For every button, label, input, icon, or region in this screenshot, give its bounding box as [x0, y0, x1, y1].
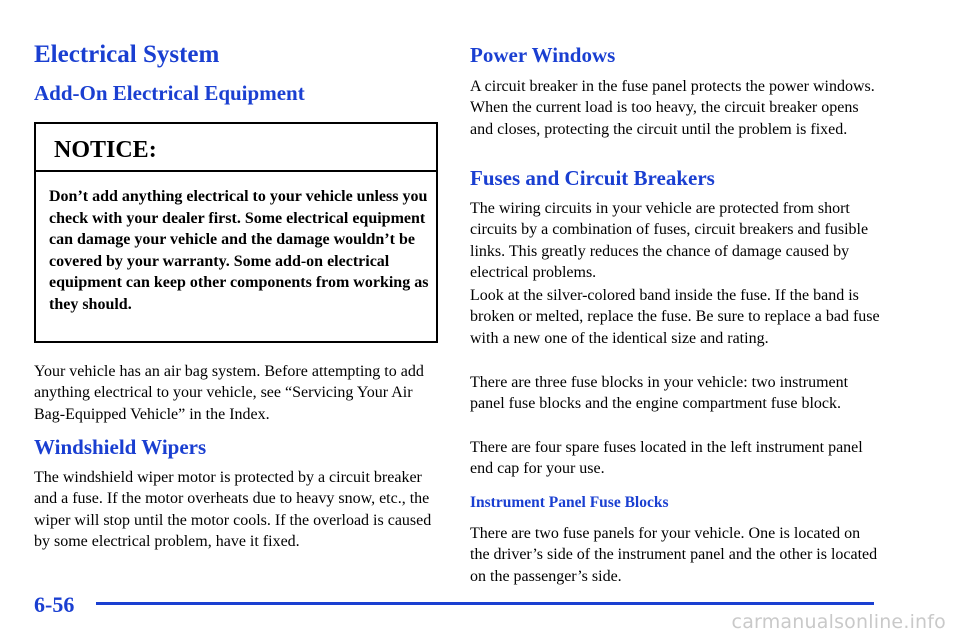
footer-rule	[96, 602, 874, 605]
instrument-panel-fuse-blocks-heading: Instrument Panel Fuse Blocks	[470, 494, 669, 511]
page-number: 6-56	[34, 592, 75, 617]
power-windows-paragraph: A circuit breaker in the fuse panel protects the power windows. When the current load is too heavy, the circuit breaker opens and closes, protecting the circuit until the problem is fixed.	[470, 78, 875, 138]
airbag-paragraph: Your vehicle has an air bag system. Before attempting to add anything electrical to your vehicle, see “Servicing Your Air Bag-Equipped Vehicle” in the Index.	[34, 363, 424, 423]
wipers-paragraph: The windshield wiper motor is protected by a circuit breaker and a fuse. If the motor overheats due to heavy snow, etc., the wiper will stop until the motor cools. If the overload is caused by some electrical problem, have it fixed.	[34, 469, 432, 551]
windshield-wipers-heading: Windshield Wipers	[34, 435, 207, 459]
instrument-panel-paragraph: There are two fuse panels for your vehicle. One is located on the driver’s side of the instrument panel and the other is located on the passenger’s side.	[470, 525, 878, 585]
notice-heading: NOTICE:	[36, 124, 436, 172]
notice-box	[34, 122, 438, 343]
power-windows-heading: Power Windows	[470, 43, 616, 67]
notice-text: Don’t add anything electrical to your vehicle unless you check with your dealer first. Some electrical equipment can damage your vehicle and the damage wouldn’t be covered by your warranty. Some add-on electrical equipment can keep other components from working as they should.	[49, 188, 429, 313]
fuses-paragraph-3: There are three fuse blocks in your vehicle: two instrument panel fuse blocks and the engine compartment fuse block.	[470, 374, 849, 413]
watermark: carmanualsonline.info	[731, 611, 946, 633]
fuses-paragraph-4: There are four spare fuses located in the left instrument panel end cap for your use.	[470, 439, 863, 478]
fuses-paragraph-1: The wiring circuits in your vehicle are protected from short circuits by a combination of fuses, circuit breakers and fusible links. This greatly reduces the chance of damage caused by electrical problems.	[470, 200, 869, 282]
fuses-paragraph-2: Look at the silver-colored band inside the fuse. If the band is broken or melted, replace the fuse. Be sure to replace a bad fuse with a new one of the identical size and rating.	[470, 287, 880, 347]
addon-equipment-heading: Add-On Electrical Equipment	[34, 81, 305, 105]
fuses-heading: Fuses and Circuit Breakers	[470, 166, 715, 190]
page-title: Electrical System	[34, 41, 220, 68]
